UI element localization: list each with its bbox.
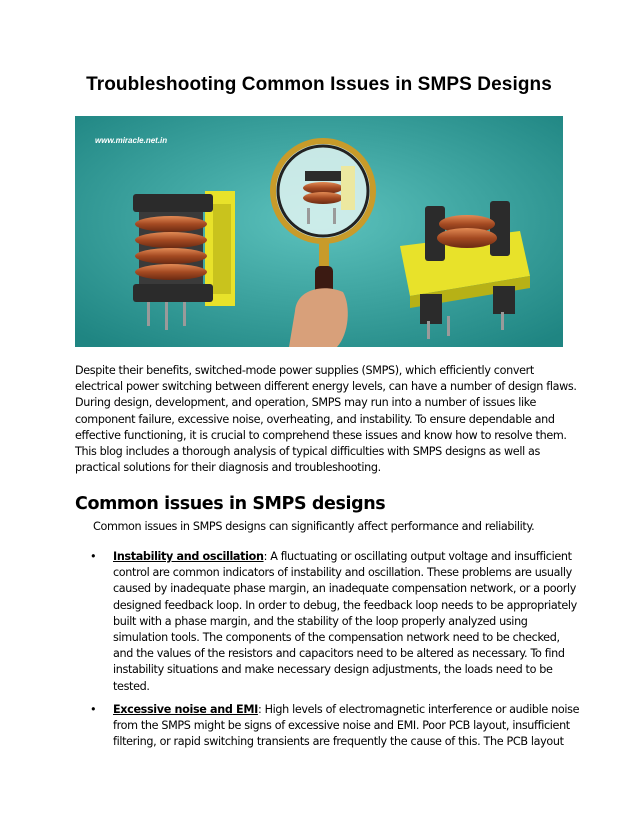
- bullet-line: designed feedback loop. In order to debug, the feedback loop needs to be appropriately: [113, 598, 577, 612]
- intro-paragraph: [75, 363, 577, 476]
- paragraph-line: effective functioning, it is crucial to comprehend these issues and know how to resolve them.: [75, 428, 567, 442]
- document-title: Troubleshooting Common Issues in SMPS Designs: [86, 74, 552, 95]
- paragraph-line: This blog includes a thorough analysis of typical difficulties with SMPS designs as well as: [75, 445, 541, 459]
- watermark-text: www.miracle.net.in: [95, 136, 168, 145]
- bullet-line: and the values of the resistors and capacitors need to be altered as necessary. To find: [113, 647, 565, 661]
- paragraph-line: component failure, excessive noise, overheating, and instability. To ensure dependable and: [75, 412, 555, 426]
- bullet-line: instability situations and make necessary design adjustments, the loads need to be: [113, 663, 553, 677]
- paragraph-line: practical solutions for their diagnosis and troubleshooting.: [75, 461, 381, 475]
- bullet-line: caused by inadequate phase margin, an inadequate compensation network, or a poorly: [113, 582, 576, 596]
- bullet-item: [113, 702, 580, 751]
- bullet-marker: •: [90, 550, 97, 563]
- paragraph-line: Despite their benefits, switched-mode power supplies (SMPS), which efficiently convert: [75, 364, 534, 377]
- bullet-line: from the SMPS might be signs of excessive noise and EMI. Poor PCB layout, insufficient: [113, 719, 570, 733]
- bullet-term: Excessive noise and EMI: [113, 703, 258, 716]
- bullet-term: Instability and oscillation: [113, 550, 264, 563]
- bullet-item: [113, 549, 577, 695]
- bullet-marker: •: [90, 703, 97, 716]
- bullet-line: built with a phase margin, and the stability of the loop properly analyzed using: [113, 614, 528, 628]
- paragraph-line: During design, development, and operation, SMPS may run into a number of issues like: [75, 396, 537, 410]
- section-heading: Common issues in SMPS designs: [75, 494, 386, 514]
- hero-image: [75, 116, 563, 347]
- bullet-line: filtering, or rapid switching transients are frequently the cause of this. The PCB layout: [113, 735, 564, 749]
- bullet-first-line: : A fluctuating or oscillating output voltage and insufficient: [263, 550, 572, 563]
- bullet-line: simulation tools. The components of the compensation network need to be checked,: [113, 631, 560, 645]
- bullet-line: tested.: [113, 679, 150, 693]
- section-intro: Common issues in SMPS designs can significantly affect performance and reliability.: [93, 520, 535, 533]
- bullet-line: control are common indicators of instability and oscillation. These problems are usually: [113, 566, 572, 580]
- transformer-illustration: [75, 116, 563, 347]
- paragraph-line: electrical power switching between different energy levels, can have a number of design flaws.: [75, 380, 577, 394]
- bullet-first-line: : High levels of electromagnetic interference or audible noise: [257, 703, 580, 716]
